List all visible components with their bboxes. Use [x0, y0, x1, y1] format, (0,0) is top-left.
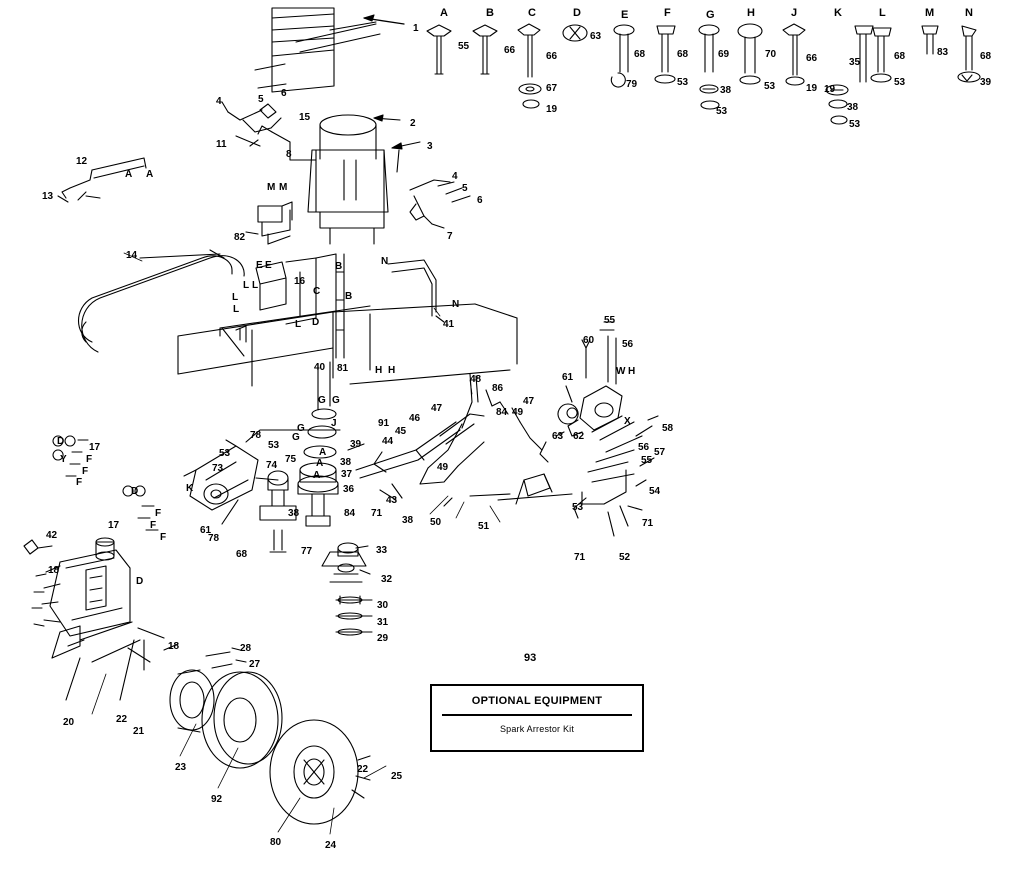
callout-number: 48	[470, 374, 482, 385]
callout-number: 39	[350, 439, 362, 450]
hardware-part-number: 68	[894, 51, 906, 62]
hardware-part-number: 53	[894, 77, 906, 88]
callout-number: 53	[219, 448, 231, 459]
hardware-letter-G: G	[706, 9, 715, 21]
callout-number: 49	[512, 407, 524, 418]
hardware-item-M	[922, 26, 938, 54]
callout-number: 1	[413, 23, 419, 34]
callout-number: 29	[377, 633, 389, 644]
callout-number: 82	[234, 232, 246, 243]
callout-number: 71	[642, 518, 654, 529]
reference-letter: M	[279, 182, 288, 193]
callout-number: 21	[133, 726, 145, 737]
callout-number: 54	[649, 486, 661, 497]
reference-letter: B	[335, 261, 343, 272]
hardware-letter-B: B	[486, 7, 494, 19]
callout-number: 53	[268, 440, 280, 451]
hardware-part-number: 66	[504, 45, 516, 56]
reference-letter: D	[57, 436, 65, 447]
hardware-part-number: 68	[980, 51, 992, 62]
hardware-part-number: 19	[546, 104, 558, 115]
hardware-part-number: 66	[806, 53, 818, 64]
callout-number: 27	[249, 659, 261, 670]
callout-number: 43	[386, 495, 398, 506]
callout-number: 91	[378, 418, 390, 429]
reference-letter: M	[267, 182, 276, 193]
callout-number: 38	[340, 457, 352, 468]
callout-number: 63	[552, 431, 564, 442]
reference-letter: W	[616, 366, 626, 377]
callout-number: 11	[216, 139, 227, 150]
hardware-item-G	[699, 25, 719, 109]
callout-number: 77	[301, 546, 313, 557]
callout-number: 56	[622, 339, 634, 350]
hardware-item-D	[563, 25, 587, 41]
callout-number: 44	[382, 436, 394, 447]
reference-letter: L	[243, 280, 250, 291]
callout-number: 38	[402, 515, 414, 526]
optional-equipment-title: OPTIONAL EQUIPMENT	[471, 695, 603, 707]
callout-number: 6	[281, 88, 287, 99]
hardware-letter-H: H	[747, 7, 755, 19]
callout-number: 52	[619, 552, 631, 563]
reference-letter: Y	[60, 454, 67, 465]
callout-number: 57	[654, 447, 666, 458]
reference-letter: G	[318, 395, 326, 406]
hardware-part-number: 19	[806, 83, 818, 94]
callout-number: 49	[437, 462, 449, 473]
callout-number: 61	[200, 525, 212, 536]
hardware-part-number: 68	[677, 49, 689, 60]
hardware-letter-M: M	[925, 7, 935, 19]
hardware-item-F	[655, 26, 675, 83]
hardware-item-L	[871, 28, 891, 82]
hardware-part-number: 38	[720, 85, 732, 96]
callout-number: 31	[377, 617, 389, 628]
reference-letter: L	[233, 304, 240, 315]
reference-letter: D	[136, 576, 144, 587]
callout-number: 55	[604, 315, 616, 326]
callout-number: 17	[89, 442, 101, 453]
hardware-letter-J: J	[791, 7, 798, 19]
callout-number: 18	[48, 565, 60, 576]
reference-letter: A	[146, 169, 154, 180]
hardware-item-H	[738, 24, 762, 84]
callout-number: 22	[116, 714, 128, 725]
reference-letter: F	[150, 520, 157, 531]
reference-letter: D	[312, 317, 320, 328]
callout-number: 33	[376, 545, 388, 556]
callout-number: 8	[286, 149, 292, 160]
callout-number: 78	[208, 533, 220, 544]
callout-number: 68	[236, 549, 248, 560]
callout-number: 84	[344, 508, 356, 519]
reference-letter: E	[265, 260, 272, 271]
reference-letter: A	[125, 169, 133, 180]
reference-letter: G	[332, 395, 340, 406]
reference-letter: A	[319, 447, 327, 458]
reference-letter: E	[256, 260, 263, 271]
callout-number: 5	[462, 183, 468, 194]
hardware-item-J	[783, 24, 805, 85]
hardware-part-number: 69	[718, 49, 730, 60]
callout-number: 4	[216, 96, 222, 107]
callout-number: 23	[175, 762, 187, 773]
callout-number: 50	[430, 517, 442, 528]
reference-letter: F	[155, 508, 162, 519]
callout-number: 71	[371, 508, 383, 519]
hardware-part-number: 79	[626, 79, 638, 90]
hardware-part-number: 55	[458, 41, 470, 52]
hardware-part-number: 83	[937, 47, 949, 58]
callout-number: 41	[443, 319, 455, 330]
hardware-part-number: 38	[847, 102, 859, 113]
hardware-part-number: 63	[590, 31, 602, 42]
hardware-part-number: 66	[546, 51, 558, 62]
callout-number: 47	[431, 403, 443, 414]
reference-letter: N	[452, 299, 460, 310]
reference-letter: A	[313, 470, 321, 481]
hardware-part-number: 67	[546, 83, 558, 94]
callout-number: 6	[477, 195, 483, 206]
reference-letter: A	[316, 458, 324, 469]
callout-number: 13	[42, 191, 54, 202]
hardware-letter-L: L	[879, 7, 886, 19]
callout-number: 3	[427, 141, 433, 152]
hardware-item-E	[611, 25, 634, 87]
hardware-part-number: 35	[849, 57, 861, 68]
callout-number: 53	[572, 502, 584, 513]
callout-number: 16	[294, 276, 306, 287]
hardware-item-B	[473, 25, 497, 74]
hardware-part-number: 53	[716, 106, 728, 117]
callout-number: 45	[395, 426, 407, 437]
reference-letter: L	[252, 280, 259, 291]
hardware-letter-K: K	[834, 7, 842, 19]
hardware-item-A	[427, 25, 451, 74]
hardware-letter-D: D	[573, 7, 581, 19]
callout-number: 74	[266, 460, 278, 471]
reference-letter: L	[232, 292, 239, 303]
callout-number: 20	[63, 717, 75, 728]
hardware-part-number: 68	[634, 49, 646, 60]
callout-number: 46	[409, 413, 421, 424]
callout-number: 7	[447, 231, 453, 242]
callout-number: 40	[314, 362, 326, 373]
callout-number: 36	[343, 484, 355, 495]
reference-letter: F	[82, 466, 89, 477]
callout-number: 38	[288, 508, 300, 519]
hardware-letter-F: F	[664, 7, 671, 19]
callout-number: 55	[641, 455, 653, 466]
callout-number: 2	[410, 118, 416, 129]
callout-number: 92	[211, 794, 223, 805]
hardware-part-number: 19	[824, 84, 836, 95]
hardware-part-number: 53	[764, 81, 776, 92]
callout-number: 78	[250, 430, 262, 441]
reference-letter: N	[381, 256, 389, 267]
reference-letter: J	[331, 418, 337, 429]
callout-number: 18	[168, 641, 180, 652]
callout-number: 71	[574, 552, 586, 563]
callout-number: 56	[638, 442, 650, 453]
reference-letter: D	[131, 486, 139, 497]
callout-number: 24	[325, 840, 337, 851]
optional-equipment-box	[430, 684, 644, 752]
callout-number: G	[292, 432, 300, 443]
callout-number: 4	[452, 171, 458, 182]
callout-number: 62	[573, 431, 585, 442]
callout-number: 80	[270, 837, 282, 848]
callout-number: 42	[46, 530, 58, 541]
callout-number: 12	[76, 156, 88, 167]
callout-number: 30	[377, 600, 389, 611]
callout-number: 61	[562, 372, 574, 383]
hardware-letter-C: C	[528, 7, 536, 19]
callout-number: 22	[357, 764, 369, 775]
hardware-letter-A: A	[440, 7, 448, 19]
callout-number: 73	[212, 463, 224, 474]
hardware-part-number: 53	[677, 77, 689, 88]
callout-number: 15	[299, 112, 311, 123]
callout-number: 84	[496, 407, 508, 418]
callout-number: 17	[108, 520, 120, 531]
optional-equipment-item: Spark Arrestor Kit	[499, 724, 575, 734]
callout-number: 5	[258, 94, 264, 105]
callout-number: 14	[126, 250, 138, 261]
hardware-part-number: 39	[980, 77, 992, 88]
callout-number: 47	[523, 396, 535, 407]
callout-number: 60	[583, 335, 595, 346]
hardware-item-C	[518, 24, 541, 108]
reference-letter: H	[388, 365, 396, 376]
reference-letter: F	[76, 477, 83, 488]
reference-letter: H	[628, 366, 636, 377]
reference-letter: X	[624, 416, 631, 427]
hardware-letter-E: E	[621, 9, 629, 21]
hardware-item-N	[958, 26, 980, 82]
callout-number: 86	[492, 383, 504, 394]
callout-number: 58	[662, 423, 674, 434]
hardware-part-number: 53	[849, 119, 861, 130]
callout-number: K	[186, 483, 194, 494]
reference-letter: C	[313, 286, 321, 297]
callout-number: 75	[285, 454, 297, 465]
optional-equipment-divider	[442, 714, 632, 716]
reference-letter: B	[345, 291, 353, 302]
reference-letter: H	[375, 365, 383, 376]
reference-letter: F	[86, 454, 93, 465]
callout-number: 28	[240, 643, 252, 654]
reference-letter: F	[160, 532, 167, 543]
callout-number: 81	[337, 363, 349, 374]
callout-number: 51	[478, 521, 490, 532]
hardware-part-number: 70	[765, 49, 777, 60]
callout-number: 32	[381, 574, 393, 585]
reference-letter: G	[297, 423, 305, 434]
hardware-letter-N: N	[965, 7, 973, 19]
callout-number: 25	[391, 771, 403, 782]
optional-equipment-callout: 93	[524, 652, 537, 664]
reference-letter: L	[295, 319, 302, 330]
callout-number: 37	[341, 469, 353, 480]
